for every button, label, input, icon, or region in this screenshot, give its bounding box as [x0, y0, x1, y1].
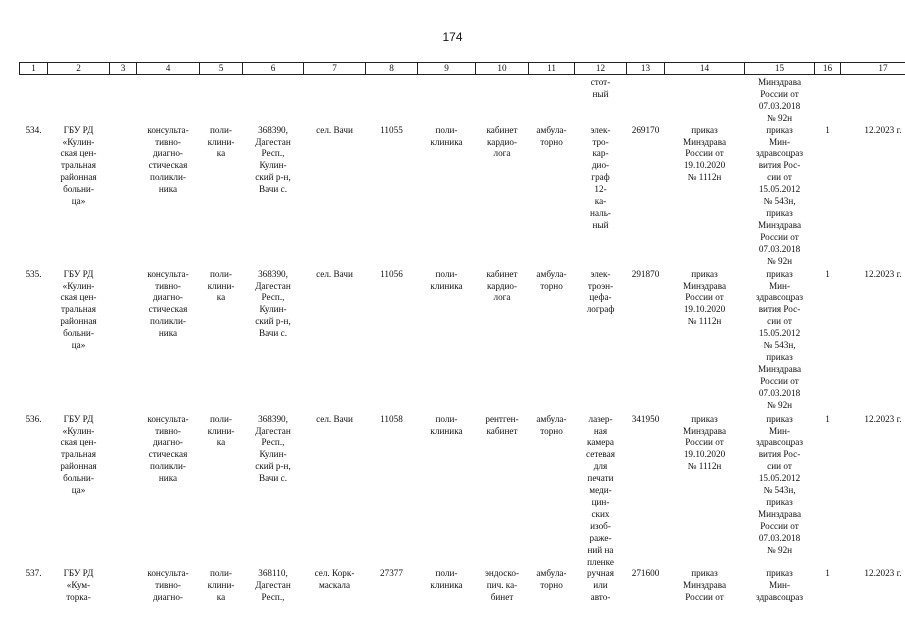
quantity-cell: 1 — [825, 413, 830, 424]
table-row — [20, 414, 905, 569]
code-cell: 11055 — [380, 124, 403, 135]
column-header: 16 — [815, 63, 841, 75]
settlement-cell: сел. Вачи — [316, 124, 353, 135]
price-cell: 271600 — [631, 568, 660, 579]
column-header: 3 — [110, 63, 137, 75]
order-cell: приказ Минздрава России от 19.10.2020 № 1112н — [682, 413, 727, 472]
settlement-cell: сел. Корк- маскала — [314, 568, 355, 591]
care-mode-cell: амбула- торно — [536, 268, 567, 291]
address-cell: 368110, Дагестан Респ., — [255, 568, 291, 603]
equipment-name-cell: элек- троэн- цефа- лограф — [586, 268, 615, 315]
care-mode-cell: амбула- торно — [536, 124, 567, 147]
row-number: 534. — [25, 124, 42, 135]
price-cell: 341950 — [631, 413, 660, 424]
unit-kind-cell: поли- клини- ка — [207, 124, 235, 159]
organization-cell: ГБУ РД «Кум- торка- — [63, 568, 94, 603]
department-cell: поли- клиника — [430, 413, 463, 436]
room-cell: эндоско- пич. ка- бинет — [484, 568, 520, 603]
column-header: 9 — [418, 63, 476, 75]
unit-type-cell: консульта- тивно- диагно- стическая поликли- ника — [147, 268, 189, 339]
quantity-cell: 1 — [825, 268, 830, 279]
column-header: 15 — [745, 63, 815, 75]
equipment-name-cell: ручная или авто- — [587, 568, 614, 603]
care-mode-cell: амбула- торно — [536, 413, 567, 436]
date-cell: 12.2023 г. — [864, 124, 902, 135]
equipment-table — [19, 62, 905, 638]
column-header: 1 — [20, 63, 48, 75]
table-row — [20, 269, 905, 414]
order-cell: приказ Минздрава России от 19.10.2020 № 1112н — [682, 124, 727, 183]
unit-kind-cell: поли- клини- ка — [207, 268, 235, 303]
column-number-header — [20, 63, 905, 75]
column-header: 5 — [200, 63, 243, 75]
standard-cell: приказ Мин- здравсоцраз вития Рос- сии от 15.05.2012 № 543н, приказ Минздрава России от 07.03.2018 № 92н — [756, 413, 803, 555]
department-cell: поли- клиника — [430, 124, 463, 147]
organization-cell: ГБУ РД «Кулин- ская цен- тральная районная больни- ца» — [60, 268, 97, 351]
row-number: 537. — [25, 568, 42, 579]
column-header: 2 — [48, 63, 110, 75]
organization-cell: ГБУ РД «Кулин- ская цен- тральная районная больни- ца» — [60, 124, 97, 207]
standard-cell: Минздрава России от 07.03.2018 № 92н — [757, 77, 802, 123]
code-cell: 11058 — [380, 413, 403, 424]
unit-kind-cell: поли- клини- ка — [207, 413, 235, 448]
price-cell: 269170 — [631, 124, 660, 135]
column-header: 12 — [575, 63, 627, 75]
column-header: 8 — [366, 63, 418, 75]
column-header: 6 — [243, 63, 304, 75]
empty-cell — [110, 414, 137, 569]
code-cell: 27377 — [380, 568, 403, 579]
address-cell: 368390, Дагестан Респ., Кулин- ский р-н, Вачи с. — [255, 268, 291, 339]
unit-type-cell: консульта- тивно- диагно- стическая поликли- ника — [147, 124, 189, 195]
department-cell: поли- клиника — [430, 568, 463, 591]
settlement-cell: сел. Вачи — [316, 268, 353, 279]
settlement-cell: сел. Вачи — [316, 413, 353, 424]
continuation-row — [20, 75, 905, 125]
unit-kind-cell: поли- клини- ка — [207, 568, 235, 603]
row-number: 535. — [25, 268, 42, 279]
page-number: 174 — [442, 30, 463, 44]
care-mode-cell: амбула- торно — [536, 568, 567, 591]
column-header: 13 — [627, 63, 665, 75]
date-cell: 12.2023 г. — [864, 413, 902, 424]
equipment-name-cell: лазер- ная камера сетевая для печати меди- цин- ских изоб- раже- ний на пленке — [586, 413, 615, 567]
date-cell: 12.2023 г. — [864, 268, 902, 279]
column-header: 17 — [841, 63, 905, 75]
column-header: 7 — [304, 63, 366, 75]
order-cell: приказ Минздрава России от — [682, 568, 727, 603]
table-row — [20, 125, 905, 269]
order-cell: приказ Минздрава России от 19.10.2020 № 1112н — [682, 268, 727, 327]
empty-cell — [110, 568, 137, 638]
quantity-cell: 1 — [825, 568, 830, 579]
address-cell: 368390, Дагестан Респ., Кулин- ский р-н, Вачи с. — [255, 413, 291, 484]
quantity-cell: 1 — [825, 124, 830, 135]
empty-cell — [110, 269, 137, 414]
organization-cell: ГБУ РД «Кулин- ская цен- тральная районная больни- ца» — [60, 413, 97, 496]
department-cell: поли- клиника — [430, 268, 463, 291]
column-header: 14 — [665, 63, 745, 75]
equipment-name-cell: элек- тро- кар- дио- граф 12- ка- наль- ный — [590, 124, 611, 230]
standard-cell: приказ Мин- здравсоцраз — [756, 568, 803, 603]
code-cell: 11056 — [380, 268, 403, 279]
unit-type-cell: консульта- тивно- диагно- стическая поликли- ника — [147, 413, 189, 484]
unit-type-cell: консульта- тивно- диагно- — [147, 568, 189, 603]
address-cell: 368390, Дагестан Респ., Кулин- ский р-н, Вачи с. — [255, 124, 291, 195]
column-header: 10 — [476, 63, 529, 75]
empty-cell — [110, 125, 137, 269]
standard-cell: приказ Мин- здравсоцраз вития Рос- сии от 15.05.2012 № 543н, приказ Минздрава России от 07.03.2018 № 92н — [756, 268, 803, 410]
price-cell: 291870 — [631, 268, 660, 279]
column-header: 4 — [137, 63, 200, 75]
row-number: 536. — [25, 413, 42, 424]
room-cell: рентген- кабинет — [485, 413, 519, 436]
equipment-name-cell: стот- ный — [590, 77, 611, 99]
column-header: 11 — [529, 63, 575, 75]
date-cell: 12.2023 г. — [864, 568, 902, 579]
table-row — [20, 568, 905, 638]
room-cell: кабинет кардио- лога — [486, 124, 518, 159]
standard-cell: приказ Мин- здравсоцраз вития Рос- сии от 15.05.2012 № 543н, приказ Минздрава России от 07.03.2018 № 92н — [756, 124, 803, 266]
room-cell: кабинет кардио- лога — [486, 268, 518, 303]
